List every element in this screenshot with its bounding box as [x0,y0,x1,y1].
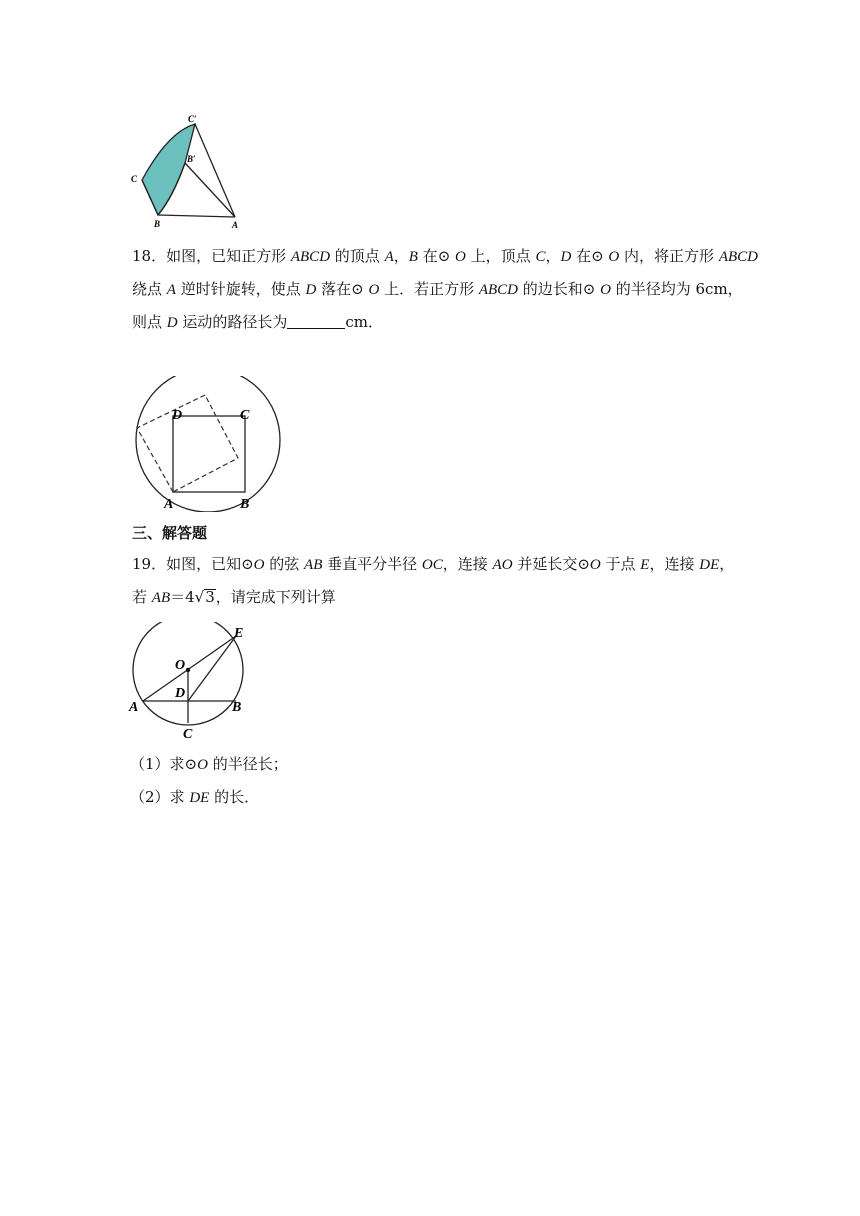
label-o: O [175,658,186,673]
q18-line-3: 则点 D 运动的路径长为 cm． [132,313,384,331]
label-a: A [232,220,239,230]
label-d: D [172,408,183,423]
question-19 [132,548,735,614]
label-c: C [131,174,138,184]
label-c: C [240,408,250,423]
q19-sub-1: （1）求⊙O 的半径长； [130,755,288,773]
label-e: E [234,626,244,641]
label-b: B [240,497,250,512]
label-b: B [154,219,161,229]
label-c: C [183,727,193,740]
label-b-prime: B′ [187,154,196,164]
q18-line-2: 绕点 A 逆时针旋转，使点 D 落在⊙ O 上．若正方形 ABCD 的边长和⊙ O 的半径均为 6cm， [132,280,743,298]
shaded-region [142,124,195,215]
question-18 [132,240,758,339]
figure-17-diagram [128,112,258,234]
label-a: A [129,700,139,715]
label-d: D [175,686,186,701]
section-heading: 三、解答题 [132,524,208,542]
figure-19-diagram [126,622,260,740]
q18-line-1: 18．如图，已知正方形 ABCD 的顶点 A，B 在⊙ O 上，顶点 C，D 在⊙ O 内，将正方形 ABCD [132,247,758,265]
figure-18-diagram [128,376,288,512]
label-b: B [232,700,242,715]
q19-subquestions [130,748,730,814]
q19-line-1: 19．如图，已知⊙O 的弦 AB 垂直平分半径 OC，连接 AO 并延长交⊙O 于点 E，连接 DE， [132,555,735,573]
label-a: A [164,497,174,512]
answer-blank[interactable] [287,313,345,329]
q19-line-2: 若 AB＝4√3，请完成下列计算 [132,588,336,606]
label-c-prime: C′ [188,114,197,124]
q19-sub-2: （2）求 DE 的长． [130,788,260,806]
